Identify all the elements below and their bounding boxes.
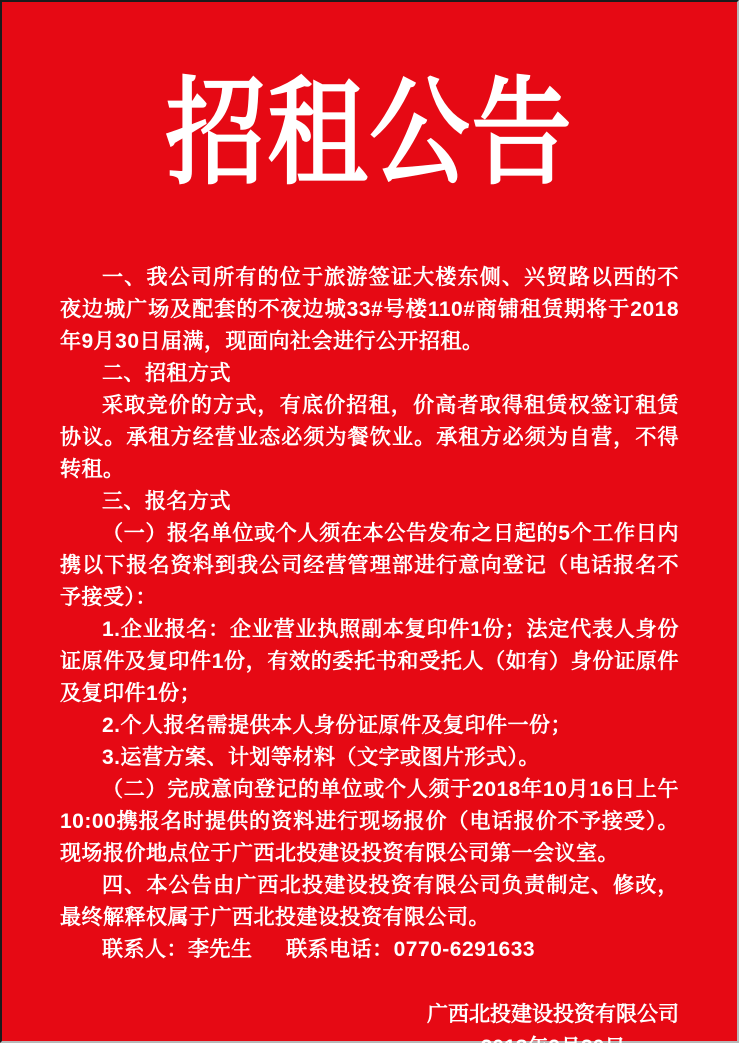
paragraph-property-intro: 一、我公司所有的位于旅游签证大楼东侧、兴贸路以西的不夜边城广场及配套的不夜边城33#号楼110#商铺租赁期将于2018年9月30日届满，现面向社会进行公开招租。 bbox=[60, 266, 679, 353]
paragraph-interpretation-rights: 四、本公告由广西北投建设投资有限公司负责制定、修改，最终解释权属于广西北投建设投资有限公司。 bbox=[60, 874, 679, 929]
paragraph-individual-registration: 2.个人报名需提供本人身份证原件及复印件一份； bbox=[102, 714, 573, 737]
signature-date: 2018年9月30日 bbox=[480, 1036, 626, 1059]
signature-inner bbox=[427, 998, 679, 1064]
poster-title-area bbox=[60, 2, 679, 212]
poster-title: 招租公告 bbox=[165, 69, 574, 199]
heading-rental-method: 二、招租方式 bbox=[102, 362, 231, 385]
signature-company-name: 广西北投建设投资有限公司 bbox=[427, 1003, 679, 1026]
contact-line bbox=[60, 934, 679, 966]
contact-phone-label: 联系电话： bbox=[286, 938, 394, 961]
paragraph-company-registration: 1.企业报名：企业营业执照副本复印件1份；法定代表人身份证原件及复印件1份，有效的委托书和受托人（如有）身份证原件及复印件1份； bbox=[60, 618, 679, 705]
contact-phone-number: 0770-6291633 bbox=[393, 938, 536, 961]
heading-registration-method: 三、报名方式 bbox=[102, 490, 231, 513]
contact-person-name: 李先生 bbox=[188, 938, 253, 961]
contact-person-label: 联系人： bbox=[102, 938, 188, 961]
paragraph-onsite-bidding: （二）完成意向登记的单位或个人须于2018年10月16日上午10:00携报名时提供的资料进行现场报价（电话报价不予接受）。现场报价地点位于广西北投建设投资有限公司第一会议室。 bbox=[60, 778, 679, 865]
paragraph-rental-method: 采取竞价的方式，有底价招租，价高者取得租赁权签订租赁协议。承租方经营业态必须为餐饮业。承租方必须为自营，不得转租。 bbox=[60, 394, 679, 481]
paragraph-operation-plan: 3.运营方案、计划等材料（文字或图片形式）。 bbox=[102, 746, 541, 769]
signature-block bbox=[60, 998, 679, 1064]
poster-body bbox=[60, 262, 679, 966]
paragraph-registration-rule: （一）报名单位或个人须在本公告发布之日起的5个工作日内携以下报名资料到我公司经营管理部进行意向登记（电话报名不予接受）： bbox=[60, 522, 679, 609]
